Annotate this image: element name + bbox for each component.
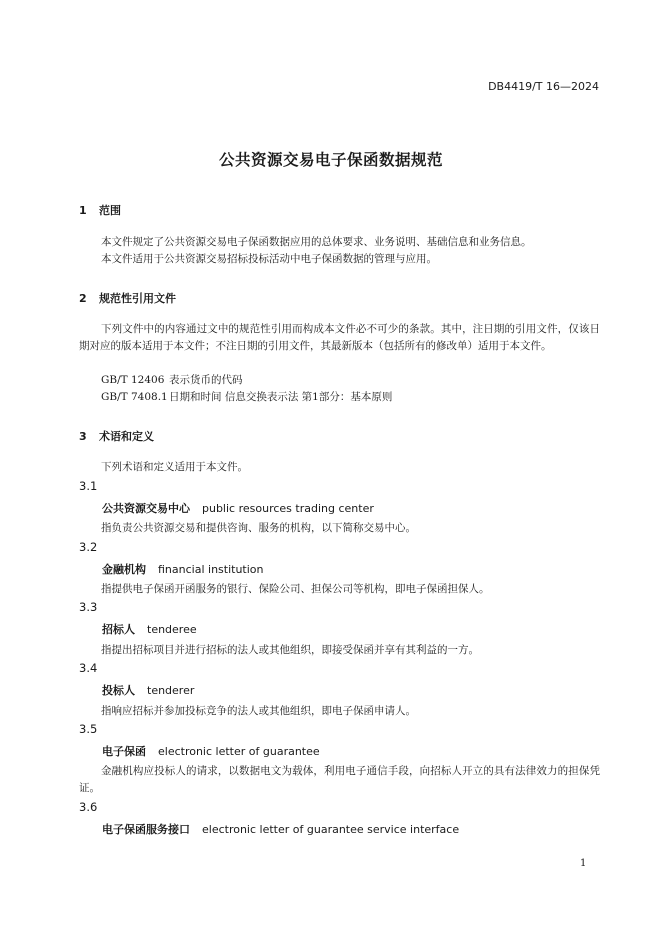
term-heading bbox=[102, 561, 264, 577]
term-zh: 投标人 bbox=[102, 684, 135, 697]
term-en: public resources trading center bbox=[202, 502, 374, 515]
section-number: 3 bbox=[79, 430, 87, 443]
term-heading bbox=[102, 621, 197, 637]
term-zh: 电子保函 bbox=[102, 745, 146, 758]
section-heading bbox=[79, 202, 121, 218]
section-heading bbox=[79, 290, 176, 306]
term-number: 3.5 bbox=[79, 722, 98, 736]
reference-item bbox=[101, 389, 392, 406]
term-en: electronic letter of guarantee service interface bbox=[202, 823, 460, 836]
paragraph: 下列术语和定义适用于本文件。 bbox=[101, 461, 248, 473]
reference-title: 表示货币的代码 bbox=[169, 374, 243, 386]
term-definition: 指负责公共资源交易和提供咨询、服务的机构，以下简称交易中心。 bbox=[101, 522, 416, 534]
paragraph: 本文件规定了公共资源交易电子保函数据应用的总体要求、业务说明、基础信息和业务信息。 bbox=[101, 236, 532, 248]
standard-code: DB4419/T 16—2024 bbox=[488, 80, 599, 93]
reference-title: 日期和时间 信息交换表示法 第1部分：基本原则 bbox=[169, 391, 393, 403]
term-en: tenderee bbox=[147, 623, 197, 636]
section-title: 范围 bbox=[99, 204, 121, 217]
term-number: 3.3 bbox=[79, 600, 98, 614]
reference-code: GB/T 12406 bbox=[101, 374, 165, 386]
term-definition: 指提供电子保函开函服务的银行、保险公司、担保公司等机构，即电子保函担保人。 bbox=[101, 583, 490, 595]
document-title: 公共资源交易电子保函数据规范 bbox=[218, 151, 443, 169]
term-number: 3.1 bbox=[79, 479, 98, 493]
term-definition: 指响应招标并参加投标竞争的法人或其他组织，即电子保函申请人。 bbox=[101, 705, 416, 717]
section-number: 1 bbox=[79, 204, 87, 217]
term-heading bbox=[102, 821, 459, 837]
reference-code: GB/T 7408.1 bbox=[101, 391, 168, 403]
term-number: 3.4 bbox=[79, 661, 98, 675]
term-zh: 招标人 bbox=[102, 623, 135, 636]
term-definition: 金融机构应投标人的请求，以数据电文为载体，利用电子通信手段，向招标人开立的具有法律效力的担保凭证。 bbox=[79, 765, 600, 794]
section-title: 规范性引用文件 bbox=[99, 292, 176, 305]
section-heading bbox=[79, 428, 154, 444]
term-number: 3.2 bbox=[79, 540, 98, 554]
term-heading bbox=[102, 500, 374, 516]
term-zh: 金融机构 bbox=[102, 563, 146, 576]
term-zh: 电子保函服务接口 bbox=[102, 823, 190, 836]
paragraph: 本文件适用于公共资源交易招标投标活动中电子保函数据的管理与应用。 bbox=[101, 253, 437, 265]
page-number: 1 bbox=[580, 858, 587, 869]
section-title: 术语和定义 bbox=[99, 430, 154, 443]
term-en: tenderer bbox=[147, 684, 195, 697]
term-en: electronic letter of guarantee bbox=[158, 745, 320, 758]
term-definition: 指提出招标项目并进行招标的法人或其他组织，即接受保函并享有其利益的一方。 bbox=[101, 644, 479, 656]
term-en: financial institution bbox=[158, 563, 264, 576]
term-heading bbox=[102, 743, 320, 759]
reference-item bbox=[101, 372, 243, 389]
section-number: 2 bbox=[79, 292, 87, 305]
term-zh: 公共资源交易中心 bbox=[102, 502, 190, 515]
term-heading bbox=[102, 682, 194, 698]
paragraph: 下列文件中的内容通过文中的规范性引用而构成本文件必不可少的条款。其中，注日期的引用文件，仅该日期对应的版本适用于本文件；不注日期的引用文件，其最新版本（包括所有的修改单）适用于本文件。 bbox=[79, 323, 600, 352]
term-number: 3.6 bbox=[79, 800, 98, 814]
